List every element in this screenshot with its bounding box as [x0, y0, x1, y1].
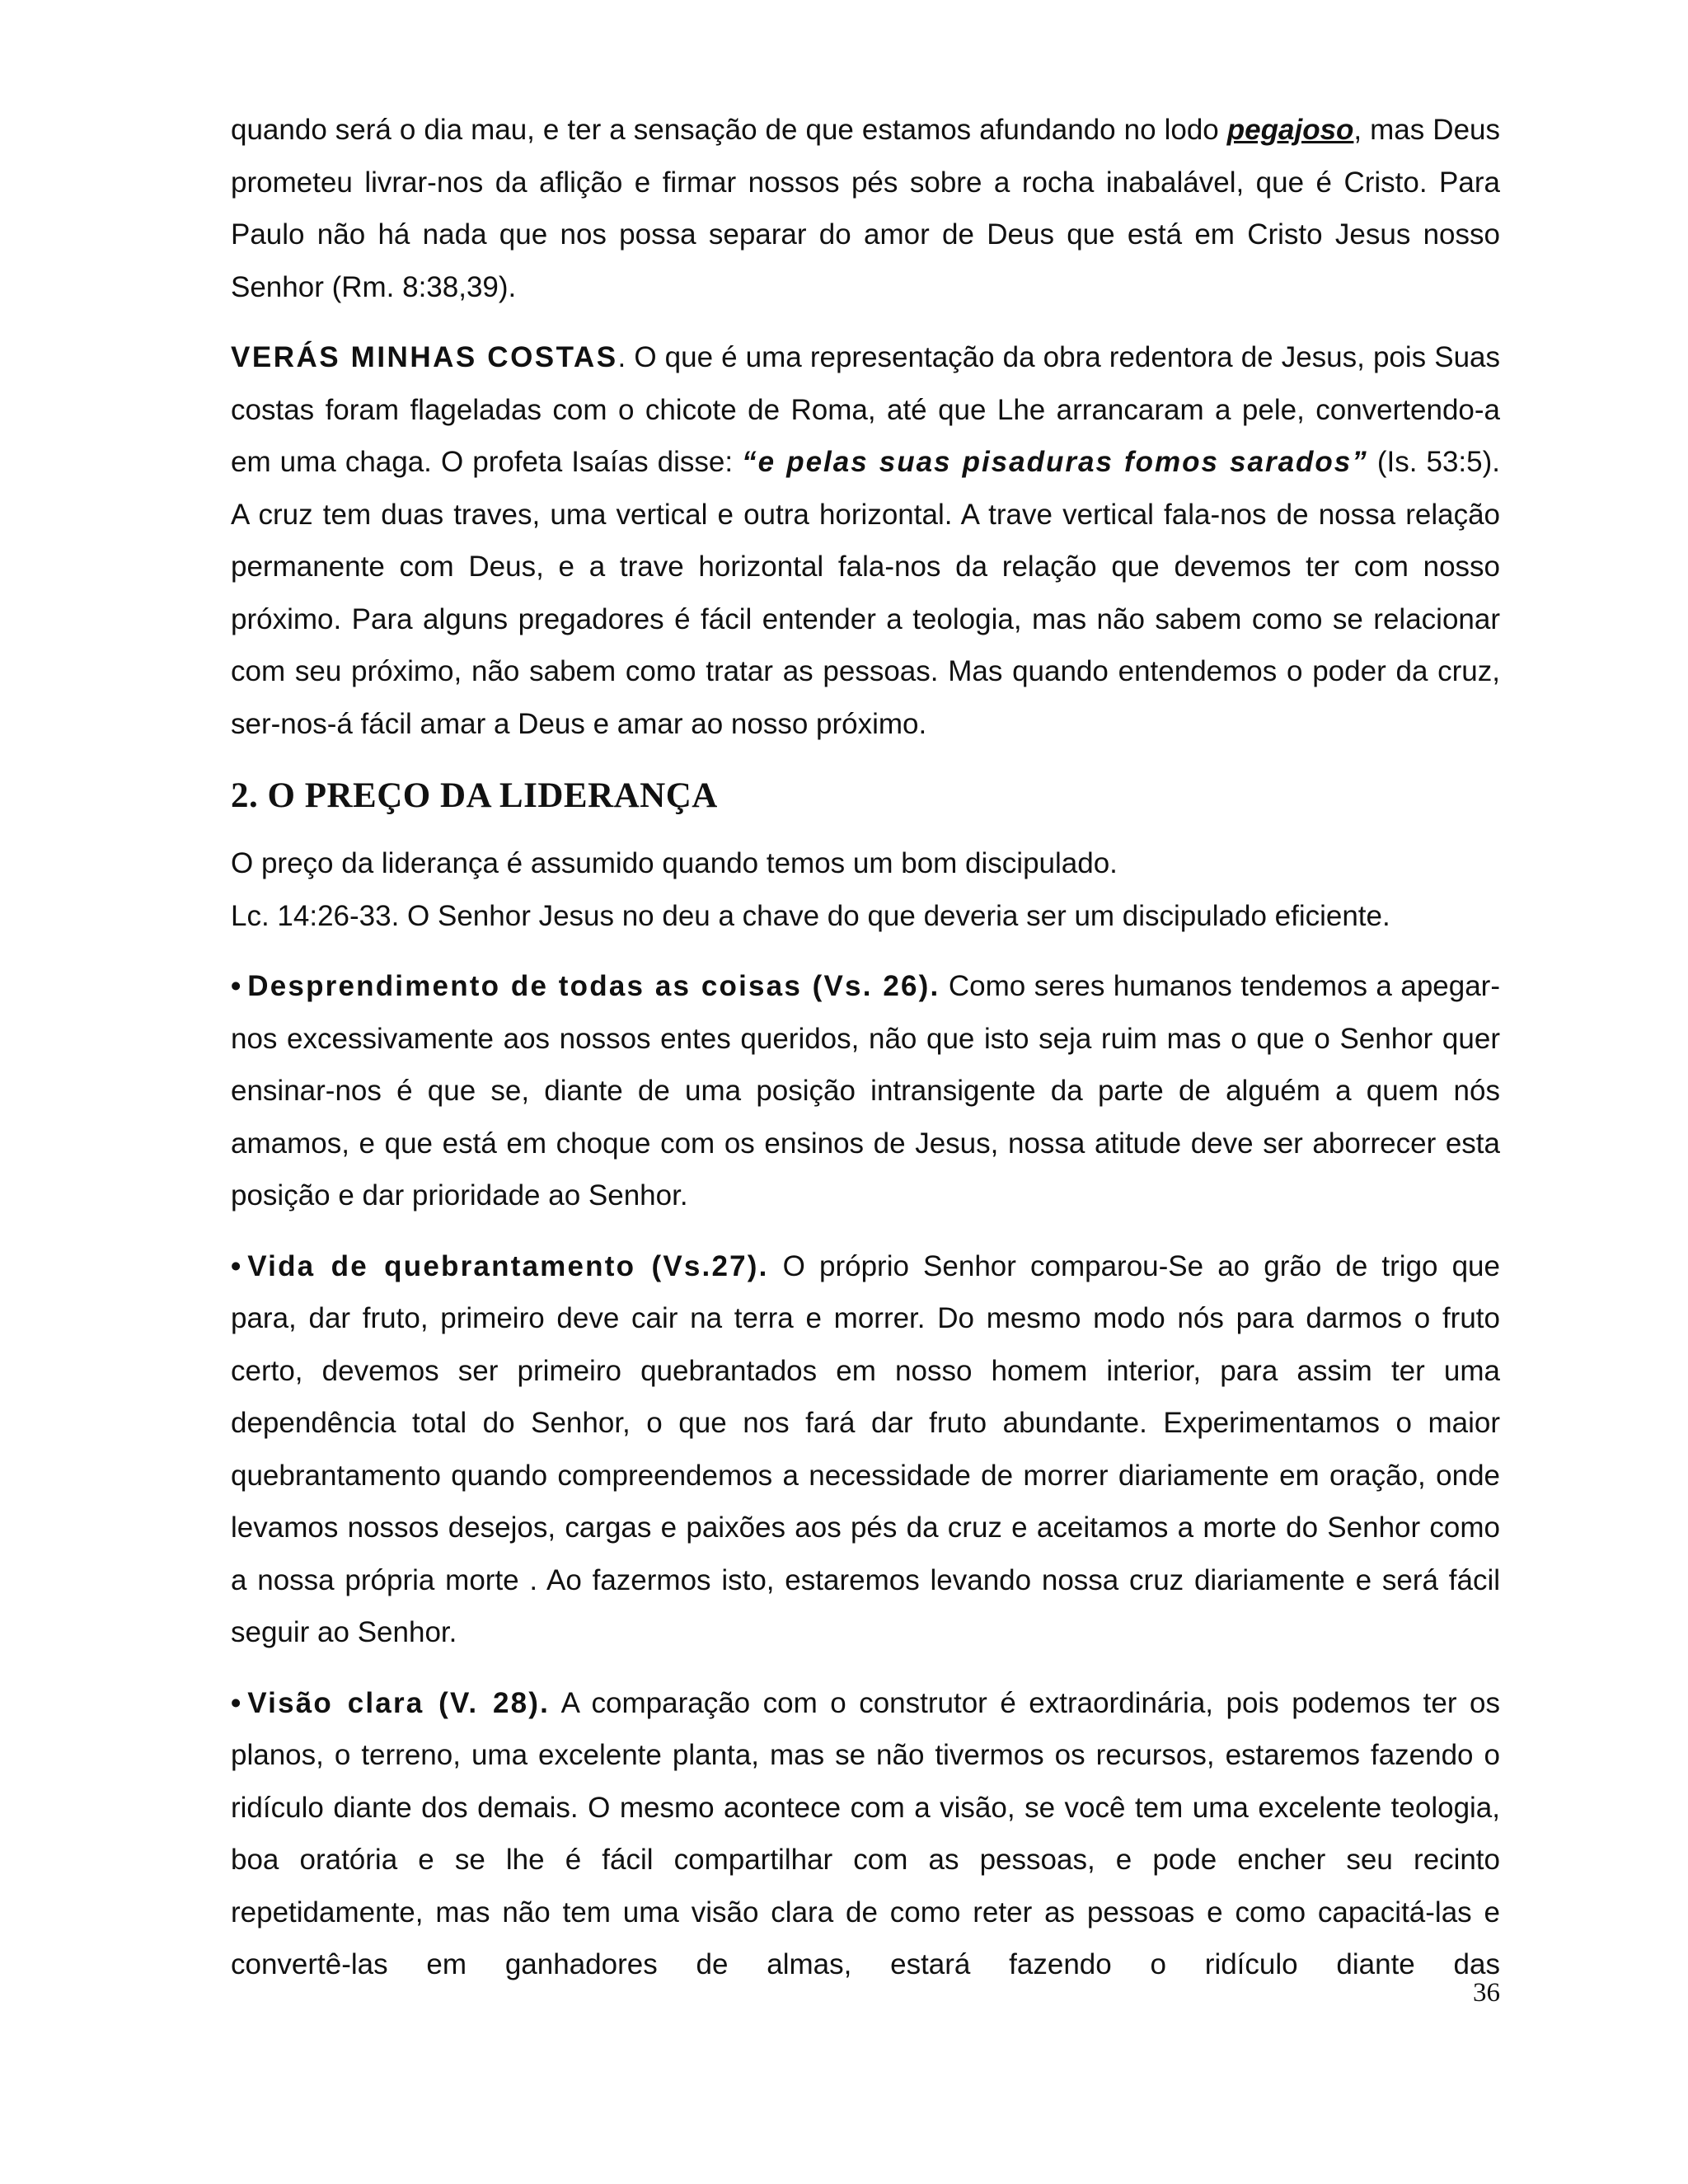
- bullet-item-desprendimento: [231, 960, 1500, 1222]
- paragraph-text: , mas Deus prometeu livrar-nos da aflição e firmar nossos pés sobre a rocha inabalável, que é Cristo. Para Paulo não há nada que nos possa separar do amor de Deus que está em Cristo Jesus nosso Senhor (Rm. 8:38,39).: [231, 114, 1500, 303]
- bullet-title: Visão clara (V. 28).: [247, 1686, 551, 1719]
- bullet-icon: •: [231, 1249, 241, 1282]
- bullet-icon: •: [231, 1686, 241, 1719]
- page-number: 36: [1473, 1978, 1500, 2008]
- bullet-title: Desprendimento de todas as coisas (Vs. 26).: [247, 970, 940, 1002]
- emphasis-word: pegajoso: [1226, 114, 1354, 146]
- scripture-quote: “e pelas suas pisaduras fomos sarados”: [742, 446, 1368, 478]
- paragraph-spacer: [231, 942, 1500, 960]
- paragraph-closing: [231, 104, 1500, 313]
- paragraph-text: . O que é uma representação da obra redentora de Jesus, pois Suas costas foram flageladas com o chicote de Roma, até que Lhe arrancaram a pele, convertendo-a em uma chaga. O profeta Isaías disse:: [231, 341, 1500, 478]
- paragraph-text: (Is. 53:5). A cruz tem duas traves, uma vertical e outra horizontal. A trave vertical fala-nos de nossa relação permanente com Deus, e a trave horizontal fala-nos da relação que devemos ter com nosso próximo. Para alguns pregadores é fácil entender a teologia, mas não sabem como se relacionar com seu próximo, não sabem como tratar as pessoas. Mas quando entendemos o poder da cruz, ser-nos-á fácil amar a Deus e amar ao nosso próximo.: [231, 446, 1500, 740]
- page-body: [231, 104, 1500, 1991]
- bullet-item-visao-clara: [231, 1677, 1500, 1991]
- bullet-icon: •: [231, 970, 241, 1002]
- reference-line: Lc. 14:26-33. O Senhor Jesus no deu a chave do que deveria ser um discipulado eficiente.: [231, 899, 1390, 932]
- bullet-item-quebrantamento: [231, 1240, 1500, 1659]
- paragraph-spacer: [231, 1222, 1500, 1240]
- bullet-text: Como seres humanos tendemos a apegar-nos excessivamente aos nossos entes queridos, não que isto seja ruim mas o que o Senhor quer ensinar-nos é que se, diante de uma posição intransigente da parte de alguém a quem nós amamos, e que está em choque com os ensinos de Jesus, nossa atitude deve ser aborrecer esta posição e dar prioridade ao Senhor.: [231, 970, 1500, 1212]
- paragraph-spacer: [231, 313, 1500, 331]
- bullet-title: Vida de quebrantamento (Vs.27).: [247, 1249, 769, 1282]
- bullet-text: O próprio Senhor comparou-Se ao grão de trigo que para, dar fruto, primeiro deve cair na terra e morrer. Do mesmo modo nós para darmos o fruto certo, devemos ser primeiro quebrantados em nosso homem interior, para assim ter uma dependência total do Senhor, o que nos fará dar fruto abundante. Experimentamos o maior quebrantamento quando compreendemos a necessidade de morrer diariamente em oração, onde levamos nossos desejos, cargas e paixões aos pés da cruz e aceitamos a morte do Senhor como a nossa própria morte . Ao fazermos isto, estaremos levando nossa cruz diariamente e será fácil seguir ao Senhor.: [231, 1249, 1500, 1648]
- paragraph-text: quando será o dia mau, e ter a sensação de que estamos afundando no lodo: [231, 114, 1227, 146]
- bullet-text: A comparação com o construtor é extraordinária, pois podemos ter os planos, o terreno, uma excelente planta, mas se não tivermos os recursos, estaremos fazendo o ridículo diante dos demais. O mesmo acontece com a visão, se você tem uma excelente teologia, boa oratória e se lhe é fácil compartilhar com as pessoas, e pode encher seu recinto repetidamente, mas não tem uma visão clara de como reter as pessoas e como capacitá-las e convertê-las em ganhadores de almas, estará fazendo o ridículo diante das: [231, 1686, 1500, 1980]
- paragraph-spacer: [231, 1659, 1500, 1677]
- section-lead-title: VERÁS MINHAS COSTAS: [231, 341, 618, 373]
- intro-line: O preço da liderança é assumido quando temos um bom discipulado.: [231, 847, 1118, 879]
- paragraph-veras-minhas-costas: [231, 331, 1500, 750]
- section-heading: 2. O PREÇO DA LIDERANÇA: [231, 776, 718, 815]
